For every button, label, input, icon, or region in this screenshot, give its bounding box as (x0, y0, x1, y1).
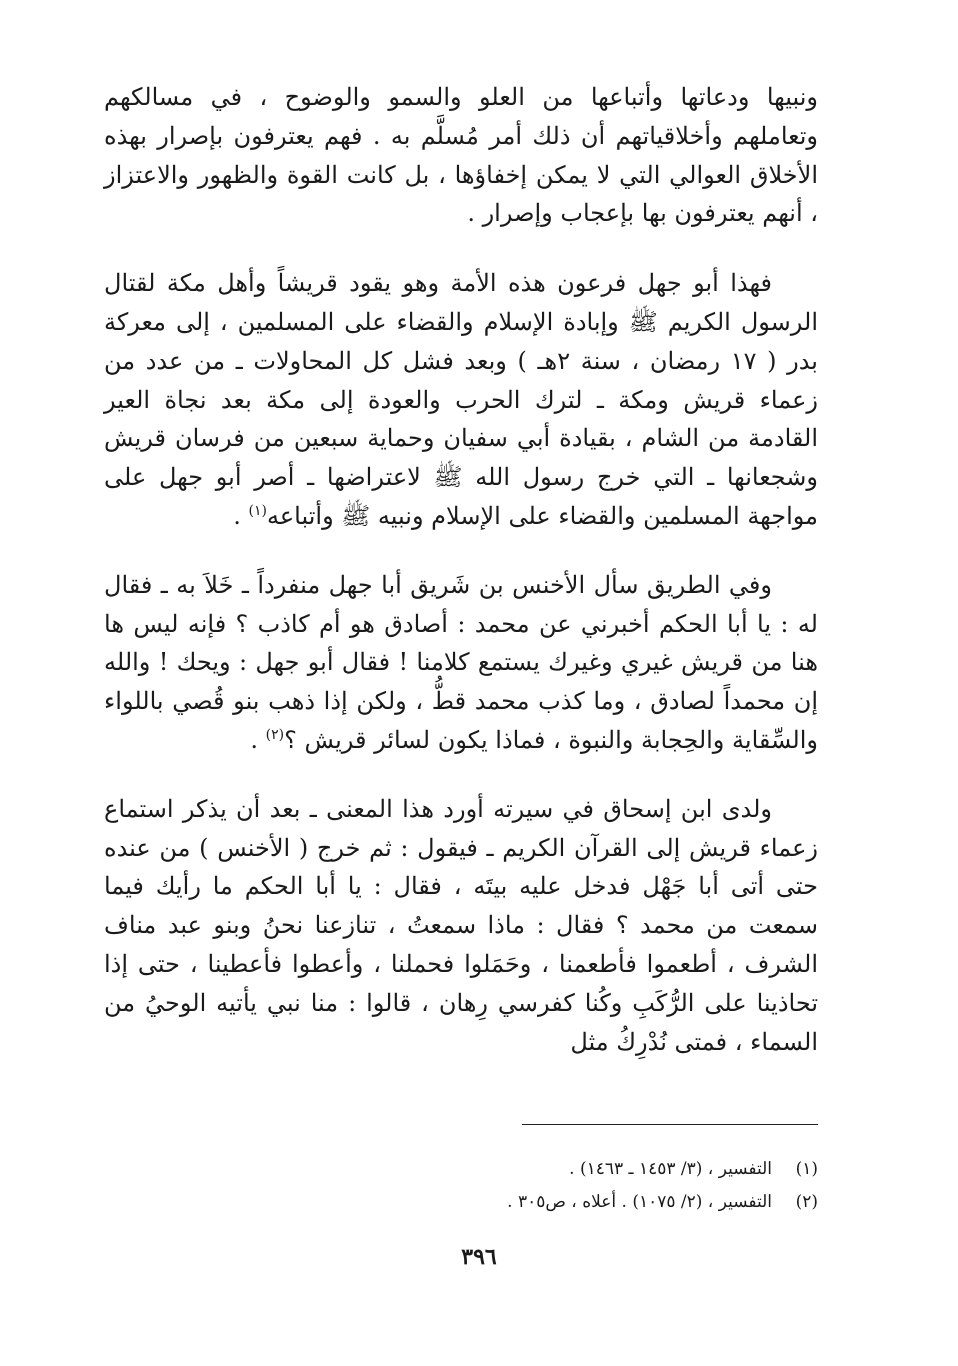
paragraph-2-text: فهذا أبو جهل فرعون هذه الأمة وهو يقود قريشاً وأهل مكة لقتال الرسول الكريم ﷺ وإبادة الإسلام والقضاء على المسلمين ، إلى معركة بدر ( ١٧ رمضان ، سنة ٢هـ ) وبعد فشل كل المحاولات ـ من عدد من زعماء قريش ومكة ـ لترك الحرب والعودة إلى مكة بعد نجاة العير القادمة من الشام ، بقيادة أبي سفيان وحماية سبعين من فرسان قريش وشجعانها ـ التي خرج رسول الله ﷺ لاعتراضها ـ أصر أبو جهل على مواجهة المسلمين والقضاء على الإسلام ونبيه ﷺ وأتباعه (104, 269, 818, 530)
paragraph-4 (104, 790, 818, 1062)
paragraph-3-end: . (250, 725, 266, 754)
paragraph-3-text: وفي الطريق سأل الأخنس بن شَريق أبا جهل منفرداً ـ خَلاَ به ـ فقال له : يا أبا الحكم أخبرني عن محمد : أصادق هو أم كاذب ؟ فإنه ليس ها هنا من قريش غيري وغيرك يستمع كلامنا ! فقال أبو جهل : ويحك ! والله إن محمداً لصادق ، وما كذب محمد قطُّ ، ولكن إذا ذهب بنو قُصي باللواء والسِّقاية والحِجابة والنبوة ، فماذا يكون لسائر قريش ؟ (104, 570, 819, 754)
footnote-2-text: التفسير ، (٢/ ١٠٧٥) . أعلاه ، ص٣٠٥ . (507, 1192, 772, 1212)
footnote-divider (522, 1124, 818, 1125)
page-number: ٣٩٦ (461, 1244, 497, 1270)
paragraph-1-text: ونبيها ودعاتها وأتباعها من العلو والسمو والوضوح ، في مسالكهم وتعاملهم وأخلاقياتهم أن ذلك أمر مُسلَّم به . فهم يعترفون بإصرار بهذه الأخلاق العوالي التي لا يمكن إخفاؤها ، بل كانت القوة والظهور والاعتزاز ، أنهم يعترفون بها بإعجاب وإصرار . (104, 83, 818, 228)
paragraph-2 (104, 264, 818, 536)
paragraph-3 (104, 566, 818, 760)
paragraph-1 (104, 78, 818, 233)
footnote-1 (218, 1153, 818, 1186)
footnote-2 (218, 1186, 818, 1219)
paragraph-2-end: . (233, 501, 249, 530)
paragraph-4-text: ولدى ابن إسحاق في سيرته أورد هذا المعنى ـ بعد أن يذكر استماع زعماء قريش إلى القرآن الكريم ـ فيقول : ثم خرج ( الأخنس ) من عنده حتى أتى أبا جَهْل فدخل عليه بيتَه ، فقال : يا أبا الحكم ما رأيك فيما سمعت من محمد ؟ فقال : ماذا سمعتُ ، تنازعنا نحنُ وبنو عبد مناف الشرف ، أطعموا فأطعمنا ، وحَمَلوا فحملنا ، وأعطوا فأعطينا ، حتى إذا تحاذينا على الرُّكَبِ وكُنا كفرسي رِهان ، قالوا : منا نبي يأتيه الوحيُ من السماء ، فمتى نُدْرِكُ مثل (104, 794, 818, 1056)
footnote-1-text: التفسير ، (٣/ ١٤٥٣ ـ ١٤٦٣) . (569, 1159, 772, 1179)
footnote-1-number: (١) (795, 1159, 818, 1179)
footnote-2-number: (٢) (795, 1192, 818, 1212)
footnote-ref-2[interactable]: (٢) (265, 726, 285, 743)
footnotes (218, 1153, 818, 1219)
page-body (104, 78, 818, 1061)
footnote-ref-1[interactable]: (١) (248, 502, 267, 519)
